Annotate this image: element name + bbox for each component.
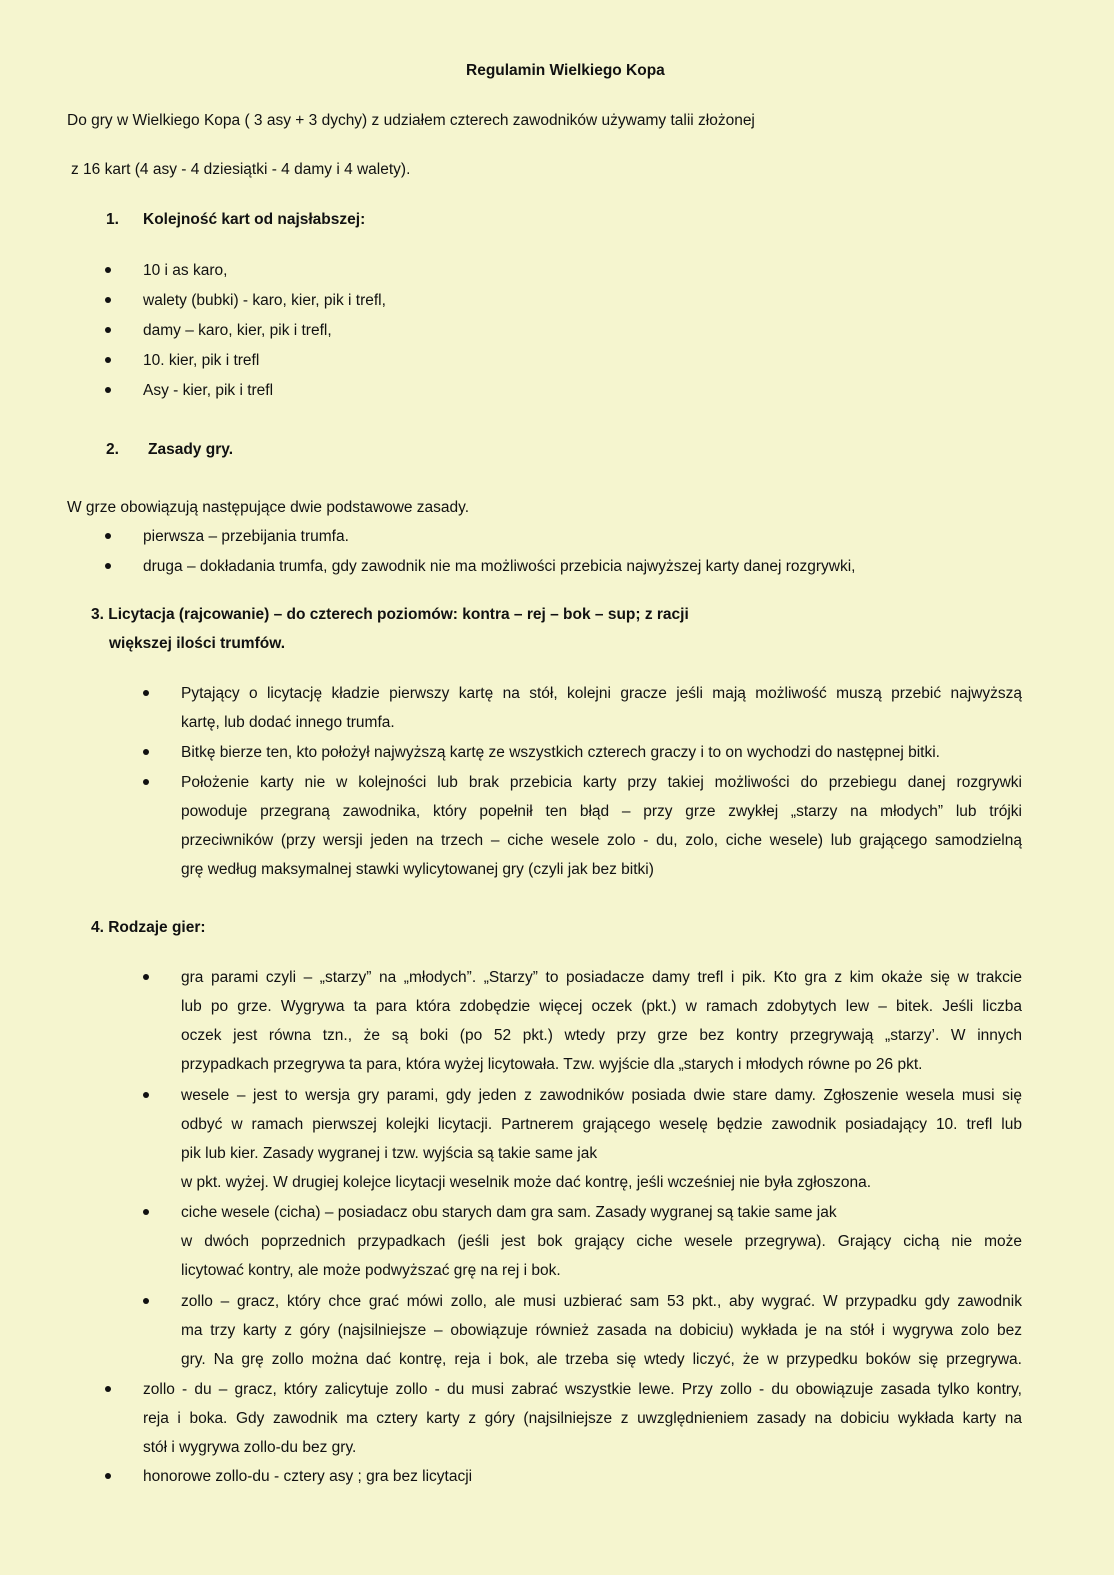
bullet-icon <box>143 974 149 980</box>
paragraph-line: stół i wygrywa zollo-du bez gry. <box>143 1439 357 1456</box>
bullet-icon <box>143 1298 149 1304</box>
paragraph-line: zollo – gracz, który chce grać mówi zollo, ale musi uzbierać sam 53 pkt., aby wygrać. W przypadku gdy zawodnik <box>181 1293 1022 1310</box>
bullet-icon <box>105 387 111 393</box>
intro-line-2: z 16 kart (4 asy - 4 dziesiątki - 4 damy i 4 walety). <box>71 161 411 178</box>
card-order-item: 10. kier, pik i trefl <box>143 352 260 369</box>
paragraph-line: grę według maksymalnej stawki wylicytowanej gry (czyli jak bez bitki) <box>181 861 654 878</box>
rule-item: druga – dokładania trumfa, gdy zawodnik nie ma możliwości przebicia najwyższej karty danej rozgrywki, <box>143 558 856 575</box>
bullet-icon <box>105 357 111 363</box>
card-order-item: 10 i as karo, <box>143 262 228 279</box>
paragraph-line: odbyć w ramach pierwszej kolejki licytacji. Partnerem grającego weselę będzie zawodnik posiadający 10. trefl lub <box>181 1116 1022 1133</box>
paragraph-line: ciche wesele (cicha) – posiadacz obu starych dam gra sam. Zasady wygranej są takie same jak <box>181 1204 837 1221</box>
bullet-icon <box>105 1386 111 1392</box>
bullet-icon <box>143 779 149 785</box>
bullet-icon <box>105 1473 111 1479</box>
paragraph-line: honorowe zollo-du - cztery asy ; gra bez licytacji <box>143 1468 473 1485</box>
paragraph-line: gra parami czyli – „starzy” na „młodych”. „Starzy” to posiadacze damy trefl i pik. Kto gra z kim okaże się w trakcie <box>181 969 1022 986</box>
section-3-heading-line-1: 3. Licytacja (rajcowanie) – do czterech poziomów: kontra – rej – bok – sup; z racji <box>91 606 689 623</box>
section-2-number: 2. <box>106 441 119 458</box>
paragraph-line: przeciwników (przy wersji jeden na trzech – ciche wesele zolo - du, zolo, ciche wesele) lub grającego samodzielną <box>181 832 1022 849</box>
paragraph-line: Pytający o licytację kładzie pierwszy kartę na stół, kolejni gracze jeśli mają możliwość muszą przebić najwyższą <box>181 685 1022 702</box>
document-title: Regulamin Wielkiego Kopa <box>466 62 665 79</box>
paragraph-line: oczek jest równa tzn., że są boki (po 52 pkt.) wtedy przy grze bez kontry przegrywają „starzy’. W innych <box>181 1027 1022 1044</box>
paragraph-line: gry. Na grę zollo można dać kontrę, reja i bok, ale trzeba się wtedy liczyć, że w przypedku boków się przegrywa. <box>181 1351 1022 1368</box>
card-order-item: Asy - kier, pik i trefl <box>143 382 274 399</box>
paragraph-line: lub po grze. Wygrywa ta para która zdobędzie więcej oczek (pkt.) w ramach zdobytych lew – bitek. Jeśli liczba <box>181 998 1022 1015</box>
rule-item: pierwsza – przebijania trumfa. <box>143 528 349 545</box>
paragraph-line: przypadkach przegrywa ta para, która wyżej licytowała. Tzw. wyjście dla „starych i młodych równe po 26 pkt. <box>181 1056 923 1073</box>
bullet-icon <box>105 267 111 273</box>
section-1-heading: Kolejność kart od najsłabszej: <box>143 211 366 228</box>
bullet-icon <box>143 1092 149 1098</box>
paragraph-line: w dwóch poprzednich przypadkach (jeśli jest bok grający ciche wesele przegrywa). Grający cichą nie może <box>181 1233 1022 1250</box>
intro-line-1: Do gry w Wielkiego Kopa ( 3 asy + 3 dychy) z udziałem czterech zawodników używamy talii złożonej <box>67 112 755 129</box>
section-3-heading-line-2: większej ilości trumfów. <box>109 635 286 652</box>
bullet-icon <box>105 327 111 333</box>
paragraph-line: w pkt. wyżej. W drugiej kolejce licytacji weselnik może dać kontrę, jeśli wcześniej nie była zgłoszona. <box>181 1174 872 1191</box>
bullet-icon <box>143 690 149 696</box>
section-2-intro: W grze obowiązują następujące dwie podstawowe zasady. <box>67 499 470 516</box>
section-4-heading: 4. Rodzaje gier: <box>91 919 206 936</box>
paragraph-line: licytować kontry, ale może podwyższać grę na rej i bok. <box>181 1262 561 1279</box>
paragraph-line: zollo - du – gracz, który zalicytuje zollo - du musi zabrać wszystkie lewe. Przy zollo - du obowiązuje zasada tylko kontry, <box>143 1381 1022 1398</box>
paragraph-line: Bitkę bierze ten, kto położył najwyższą kartę ze wszystkich czterech graczy i to on wychodzi do następnej bitki. <box>181 744 940 761</box>
card-order-item: damy – karo, kier, pik i trefl, <box>143 322 332 339</box>
paragraph-line: ma trzy karty z góry (najsilniejsze – obowiązuje również zasada na dobiciu) wykłada je na stół i wygrywa zolo bez <box>181 1322 1022 1339</box>
card-order-item: walety (bubki) - karo, kier, pik i trefl, <box>143 292 386 309</box>
section-2-heading: Zasady gry. <box>148 441 234 458</box>
bullet-icon <box>143 1209 149 1215</box>
paragraph-line: wesele – jest to wersja gry parami, gdy jeden z zawodników posiada dwie stare damy. Zgłoszenie wesela musi się <box>181 1087 1022 1104</box>
bullet-icon <box>105 533 111 539</box>
bullet-icon <box>105 297 111 303</box>
paragraph-line: pik lub kier. Zasady wygranej i tzw. wyjścia są takie same jak <box>181 1145 598 1162</box>
paragraph-line: Położenie karty nie w kolejności lub brak przebicia karty przy takiej możliwości do przebiegu danej rozgrywki <box>181 774 1022 791</box>
paragraph-line: reja i boka. Gdy zawodnik ma cztery karty z góry (najsilniejsze z uwzględnieniem zasady na dobiciu wykłada karty na <box>143 1410 1022 1427</box>
bullet-icon <box>105 563 111 569</box>
bullet-icon <box>143 749 149 755</box>
paragraph-line: kartę, lub dodać innego trumfa. <box>181 714 395 731</box>
paragraph-line: powoduje przegraną zawodnika, który popełnił ten błąd – przy grze zwykłej „starzy na młodych” lub trójki <box>181 803 1022 820</box>
section-1-number: 1. <box>106 211 119 228</box>
